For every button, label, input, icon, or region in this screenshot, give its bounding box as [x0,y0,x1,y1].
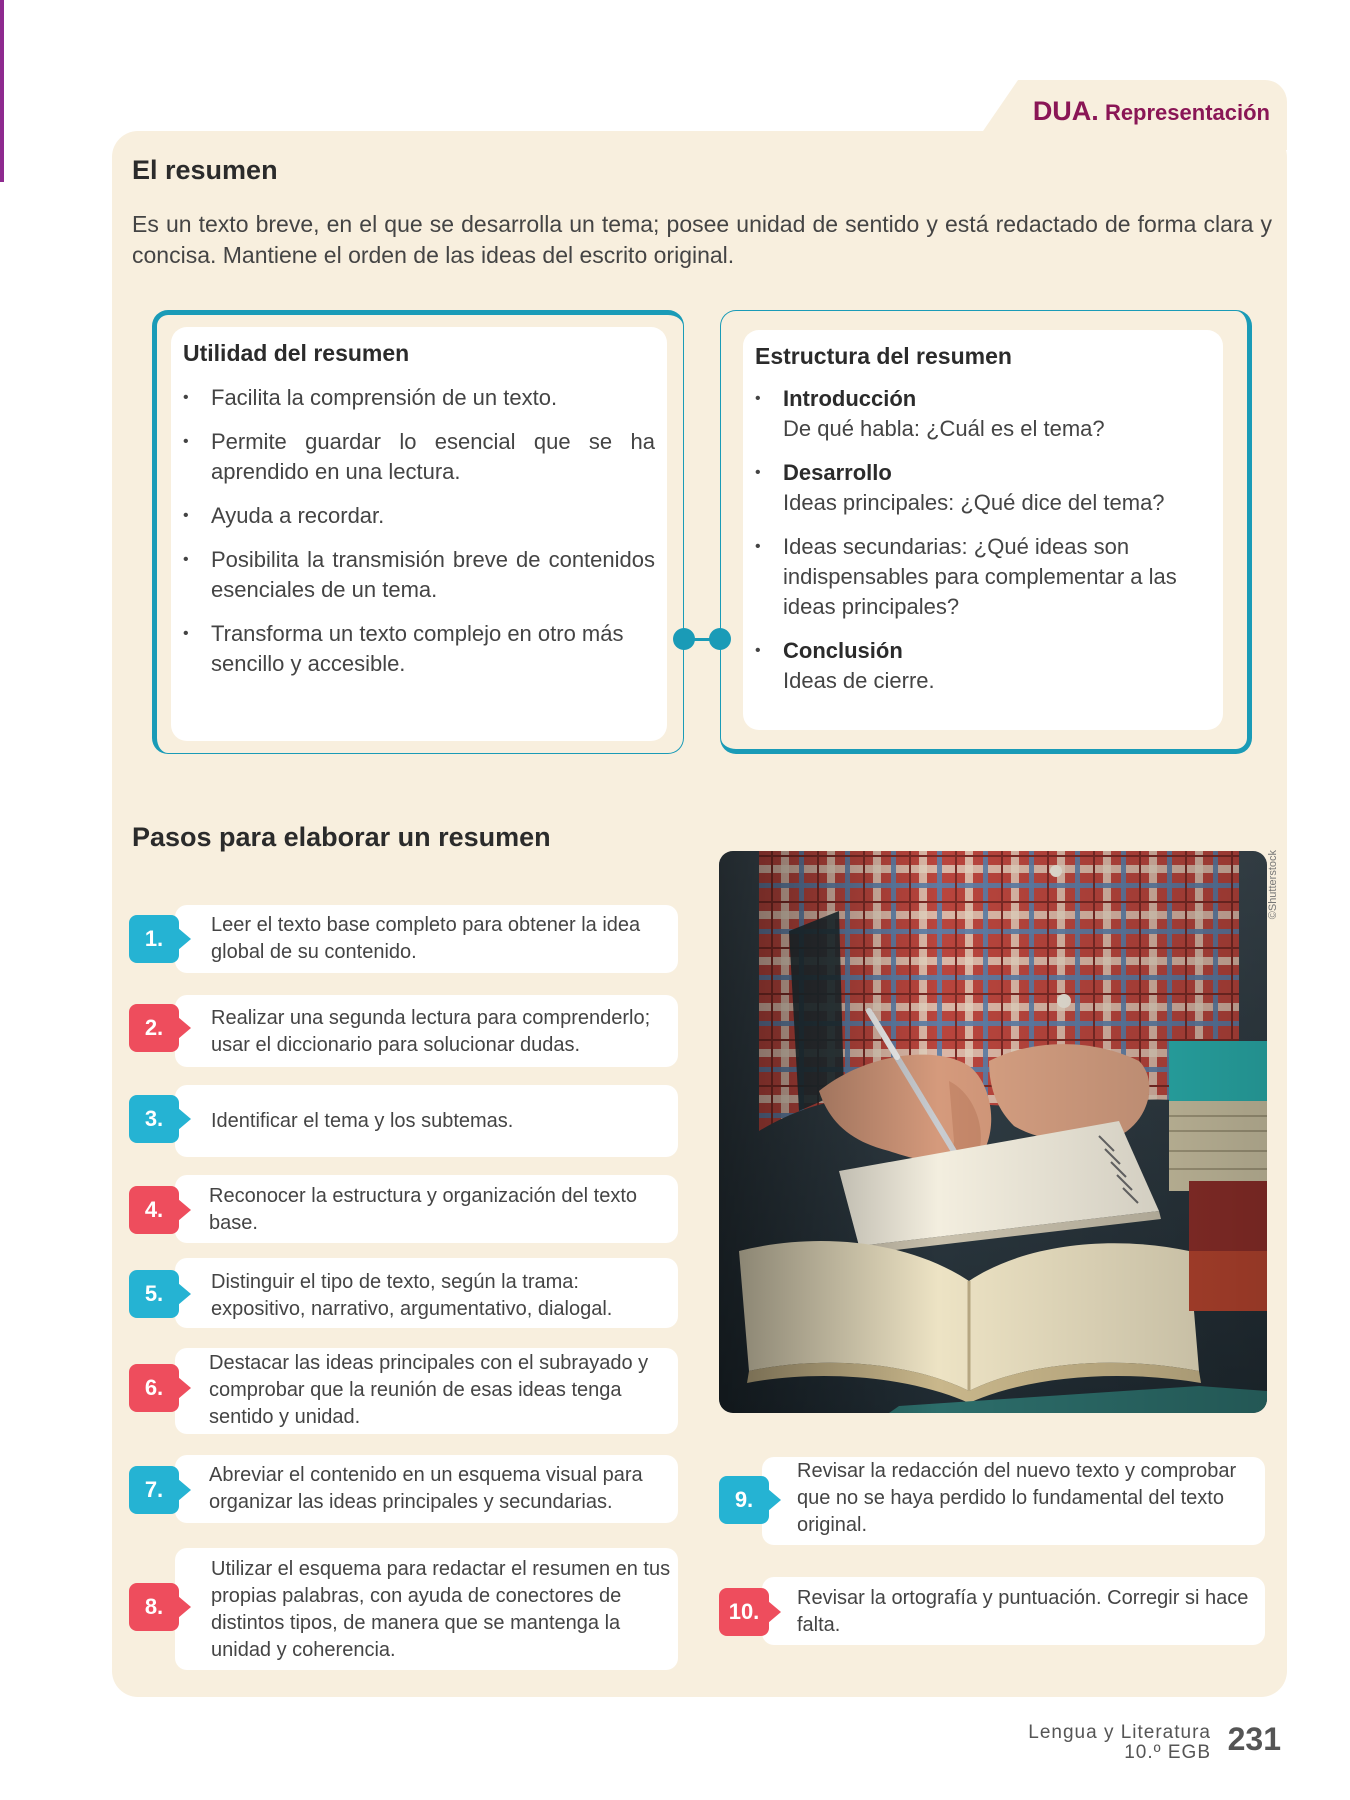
step-text-8: Utilizar el esquema para redactar el resumen en tus propias palabras, con ayuda de conectores de distintos tipos, de manera que se mantenga la unidad y coherencia. [211,1558,671,1661]
list-item: • Transforma un texto complejo en otro más sencillo y accesible. [171,619,655,679]
item-text: Ideas secundarias: ¿Qué ideas son indispensables para complementar a las ideas principales? [783,534,1177,619]
dua-label-sub: Representación [1104,100,1270,125]
list-item [743,636,1213,696]
list-item: • Ayuda a recordar. [171,501,655,531]
connector-dot-left [673,628,695,650]
item-heading: Desarrollo [783,460,892,485]
item-text: De qué habla: ¿Cuál es el tema? [783,416,1105,441]
step-text-2: Realizar una segunda lectura para comprenderlo; usar el diccionario para solucionar dudas. [211,1007,651,1056]
step-text-10: Revisar la ortografía y puntuación. Corregir si hace falta. [797,1587,1249,1636]
estructura-title: Estructura del resumen [755,343,1012,369]
step-badge-1: 1. [129,915,179,963]
page-number: 231 [1227,1721,1281,1757]
section-title-resumen: El resumen [132,155,278,185]
step-text-3: Identificar el tema y los subtemas. [211,1110,514,1132]
step-text-6: Destacar las ideas principales con el subrayado y comprobar que la reunión de esas ideas tenga sentido y unidad. [209,1352,649,1428]
step-badge-5: 5. [129,1270,179,1318]
step-badge-8: 8. [129,1583,179,1631]
list-item [743,458,1213,518]
section-title-pasos: Pasos para elaborar un resumen [132,822,551,852]
step-badge-3: 3. [129,1095,179,1143]
step-badge-9: 9. [719,1476,769,1524]
footer-grade: 10.º EGB [1124,1742,1211,1763]
step-text-4: Reconocer la estructura y organización del texto base. [209,1185,638,1234]
writing-photo [719,851,1267,1413]
list-item [743,532,1213,622]
page-edge-bar [0,0,4,182]
item-text: Ideas principales: ¿Qué dice del tema? [783,490,1165,515]
photo-credit [1267,850,1291,950]
step-badge-7: 7. [129,1466,179,1514]
step-text-7: Abreviar el contenido en un esquema visual para organizar las ideas principales y secundarias. [209,1464,643,1513]
step-badge-4: 4. [129,1186,179,1234]
item-heading: Introducción [783,386,917,411]
utilidad-title: Utilidad del resumen [183,340,410,366]
estructura-card [743,330,1223,730]
utilidad-card [171,327,667,741]
step-badge-2: 2. [129,1004,179,1052]
item-heading: Conclusión [783,638,903,663]
dua-label-main: DUA. [1032,96,1099,126]
step-badge-10: 10. [719,1588,769,1636]
page-footer [1028,1723,1279,1763]
list-item: • Facilita la comprensión de un texto. [171,383,655,413]
dua-label [1033,96,1270,127]
photo-credit-text: ©Shutterstock [1267,850,1279,920]
estructura-list [743,384,1213,710]
step-badge-6: 6. [129,1364,179,1412]
list-item: • Permite guardar lo esencial que se ha aprendido en una lectura. [171,427,655,487]
item-text: Ideas de cierre. [783,668,935,693]
step-text-1: Leer el texto base completo para obtener la idea global de su contenido. [211,914,641,963]
utilidad-list [171,383,655,693]
list-item [743,384,1213,444]
footer-subject: Lengua y Literatura [1028,1722,1211,1743]
intro-paragraph: Es un texto breve, en el que se desarrolla un tema; posee unidad de sentido y está redactado de forma clara y concisa. Mantiene el orden de las ideas del escrito original. [132,211,1272,268]
step-text-5: Distinguir el tipo de texto, según la trama: expositivo, narrativo, argumentativo, dialogal. [211,1271,613,1320]
step-text-9: Revisar la redacción del nuevo texto y comprobar que no se haya perdido lo fundamental del texto original. [797,1460,1237,1536]
list-item: • Posibilita la transmisión breve de contenidos esenciales de un tema. [171,545,655,605]
